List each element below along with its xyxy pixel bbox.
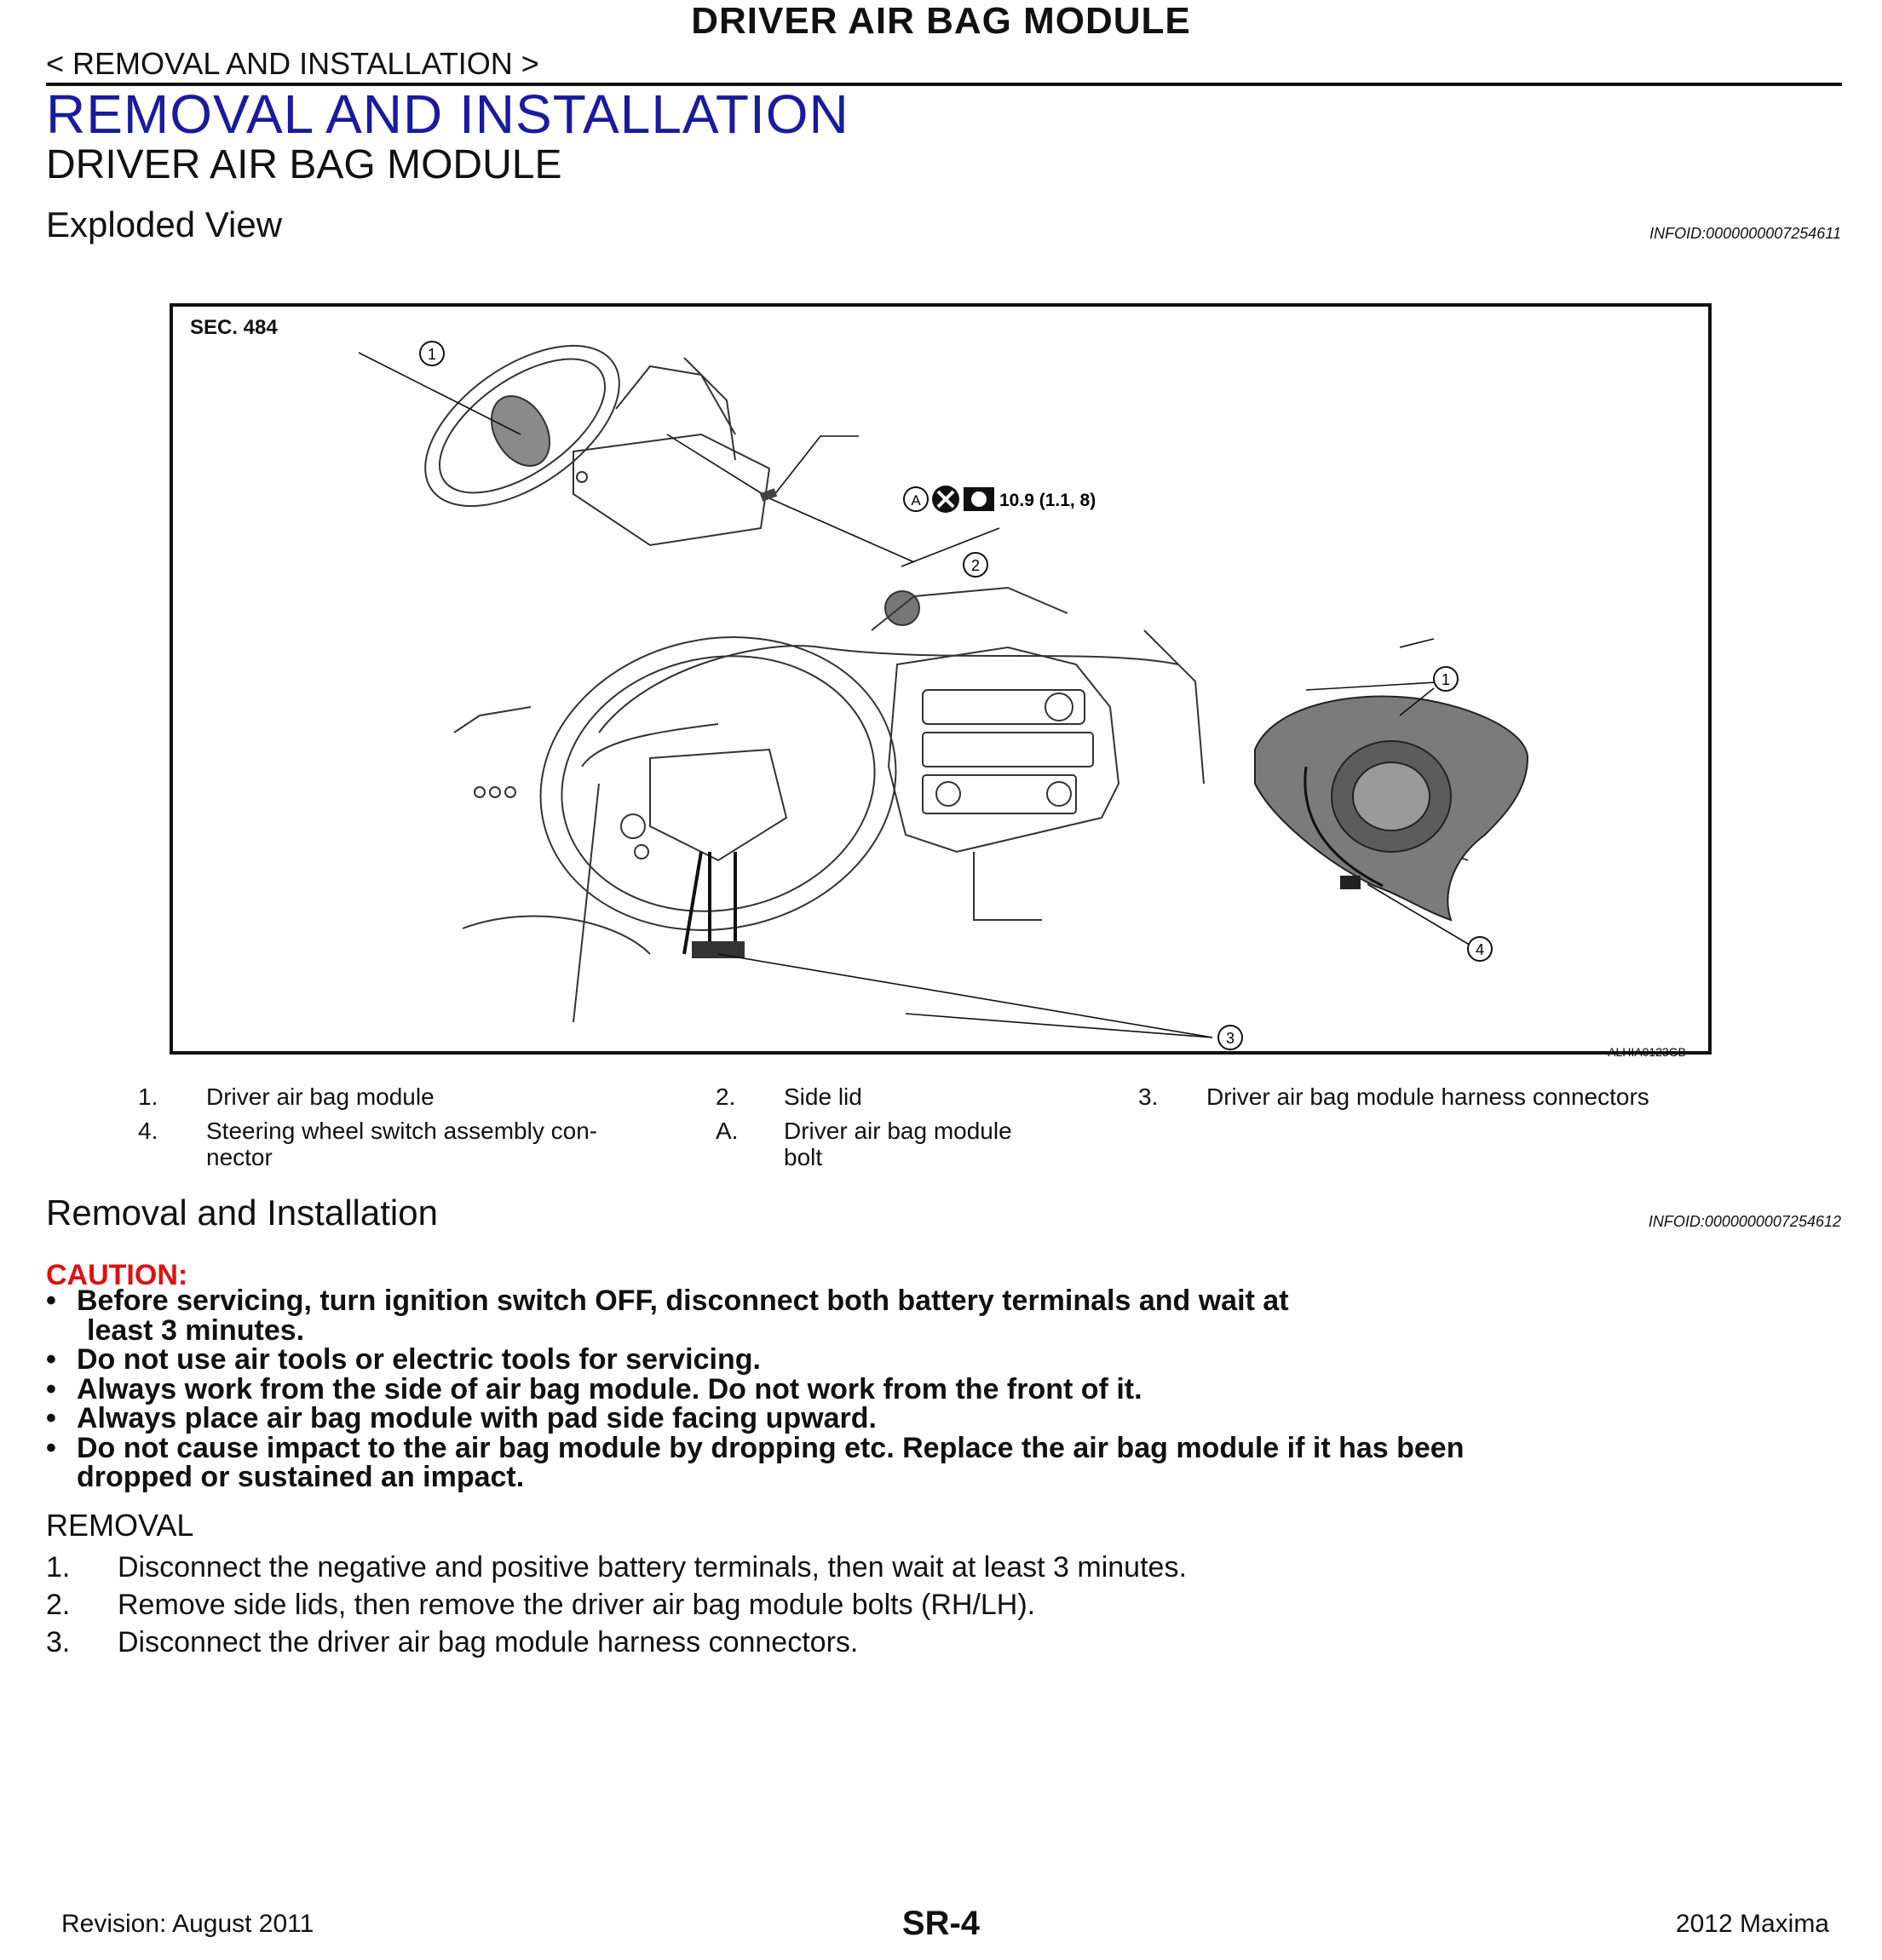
air-bag-module-drawing (1255, 697, 1528, 950)
step-2-text: Remove side lids, then remove the driver air bag module bolts (RH/LH). (118, 1589, 1036, 1621)
legend-2-text: Side lid (784, 1083, 862, 1110)
exploded-view-illustration (173, 307, 1708, 1059)
svg-text:4: 4 (1475, 941, 1485, 958)
caution-3-line1: • Always work from the side of air bag module. Do not work from the front of it. (77, 1372, 1142, 1405)
caution-5-line2: dropped or sustained an impact. (77, 1461, 525, 1493)
footer-page-number: SR-4 (901, 1905, 981, 1942)
bolt-drawing (760, 488, 777, 502)
removal-heading: REMOVAL (46, 1508, 194, 1543)
section-title: REMOVAL AND INSTALLATION (46, 83, 849, 145)
legend-2-num: 2. (716, 1083, 736, 1110)
step-item (46, 1624, 1835, 1661)
section-subtitle: DRIVER AIR BAG MODULE (46, 142, 562, 187)
caution-item (46, 1286, 1852, 1345)
caution-4-line1: • Always place air bag module with pad side facing upward. (77, 1402, 877, 1434)
step-3-num: 3. (46, 1626, 71, 1658)
caution-label: CAUTION: (46, 1259, 188, 1291)
caution-item (46, 1345, 1852, 1375)
dashboard-drawing (454, 588, 1204, 1022)
legend-4-text-cont: nector (206, 1144, 273, 1170)
torque-spec: 10.9 (1.1, 8) (999, 491, 1096, 510)
svg-text:1: 1 (427, 346, 437, 363)
legend-1-num: 1. (138, 1083, 158, 1110)
breadcrumb: < REMOVAL AND INSTALLATION > (46, 46, 539, 81)
step-2-num: 2. (46, 1589, 71, 1621)
replace-icon (932, 486, 959, 513)
page-header-title: DRIVER AIR BAG MODULE (691, 0, 1191, 42)
legend-a-text-cont: bolt (784, 1144, 823, 1170)
step-1-text: Disconnect the negative and positive battery terminals, then wait at least 3 minutes. (118, 1551, 1187, 1584)
torque-wrench-icon (964, 487, 994, 511)
caution-1-line2: least 3 minutes. (87, 1313, 305, 1347)
callout-a (904, 487, 928, 511)
caution-item (46, 1431, 1852, 1493)
legend-3-text: Driver air bag module harness connectors (1206, 1083, 1649, 1110)
exploded-view-infoid: INFOID:0000000007254611 (1649, 225, 1841, 242)
exploded-view-figure (170, 303, 1712, 1059)
caution-item (46, 1404, 1852, 1434)
exploded-view-heading: Exploded View (46, 204, 283, 244)
legend-4-text: Steering wheel switch assembly con- (206, 1118, 598, 1144)
removal-installation-heading: Removal and Installation (46, 1193, 438, 1233)
top-steering-wheel-drawing (397, 313, 769, 545)
step-item (46, 1549, 1835, 1586)
svg-text:1: 1 (1441, 671, 1451, 688)
caution-2-line1: • Do not use air tools or electric tools for servicing. (77, 1343, 761, 1376)
step-3-text: Disconnect the driver air bag module harness connectors. (118, 1626, 859, 1658)
footer-model: 2012 Maxima (1675, 1910, 1829, 1938)
caution-list (46, 1286, 1852, 1492)
legend-a-num: A. (716, 1118, 739, 1144)
caution-5-line1: • Do not cause impact to the air bag module by dropping etc. Replace the air bag module if it has been (77, 1431, 1465, 1464)
step-1-num: 1. (46, 1551, 71, 1584)
svg-text:2: 2 (970, 557, 981, 574)
caution-1-line1: • Before servicing, turn ignition switch OFF, disconnect both battery terminals and wait at (77, 1285, 1289, 1317)
caution-item (46, 1372, 1852, 1405)
callout-1-top (420, 342, 444, 365)
removal-installation-infoid: INFOID:0000000007254612 (1648, 1213, 1841, 1230)
figure-section-label: SEC. 484 (190, 316, 278, 339)
callout-3 (1218, 1026, 1242, 1049)
callout-2 (964, 553, 987, 577)
figure-code: ALHIA0123GB (1608, 1045, 1686, 1059)
legend-3-num: 3. (1138, 1083, 1159, 1110)
svg-text:3: 3 (1225, 1030, 1235, 1047)
removal-steps (46, 1549, 1835, 1661)
svg-text:A: A (911, 492, 921, 509)
step-item (46, 1586, 1835, 1624)
legend-1-text: Driver air bag module (206, 1083, 435, 1110)
legend-a-text: Driver air bag module (784, 1118, 1012, 1144)
callout-4 (1468, 937, 1492, 961)
callout-leaders-top (359, 353, 999, 566)
legend-4-num: 4. (138, 1118, 158, 1144)
footer-revision: Revision: August 2011 (61, 1910, 314, 1938)
